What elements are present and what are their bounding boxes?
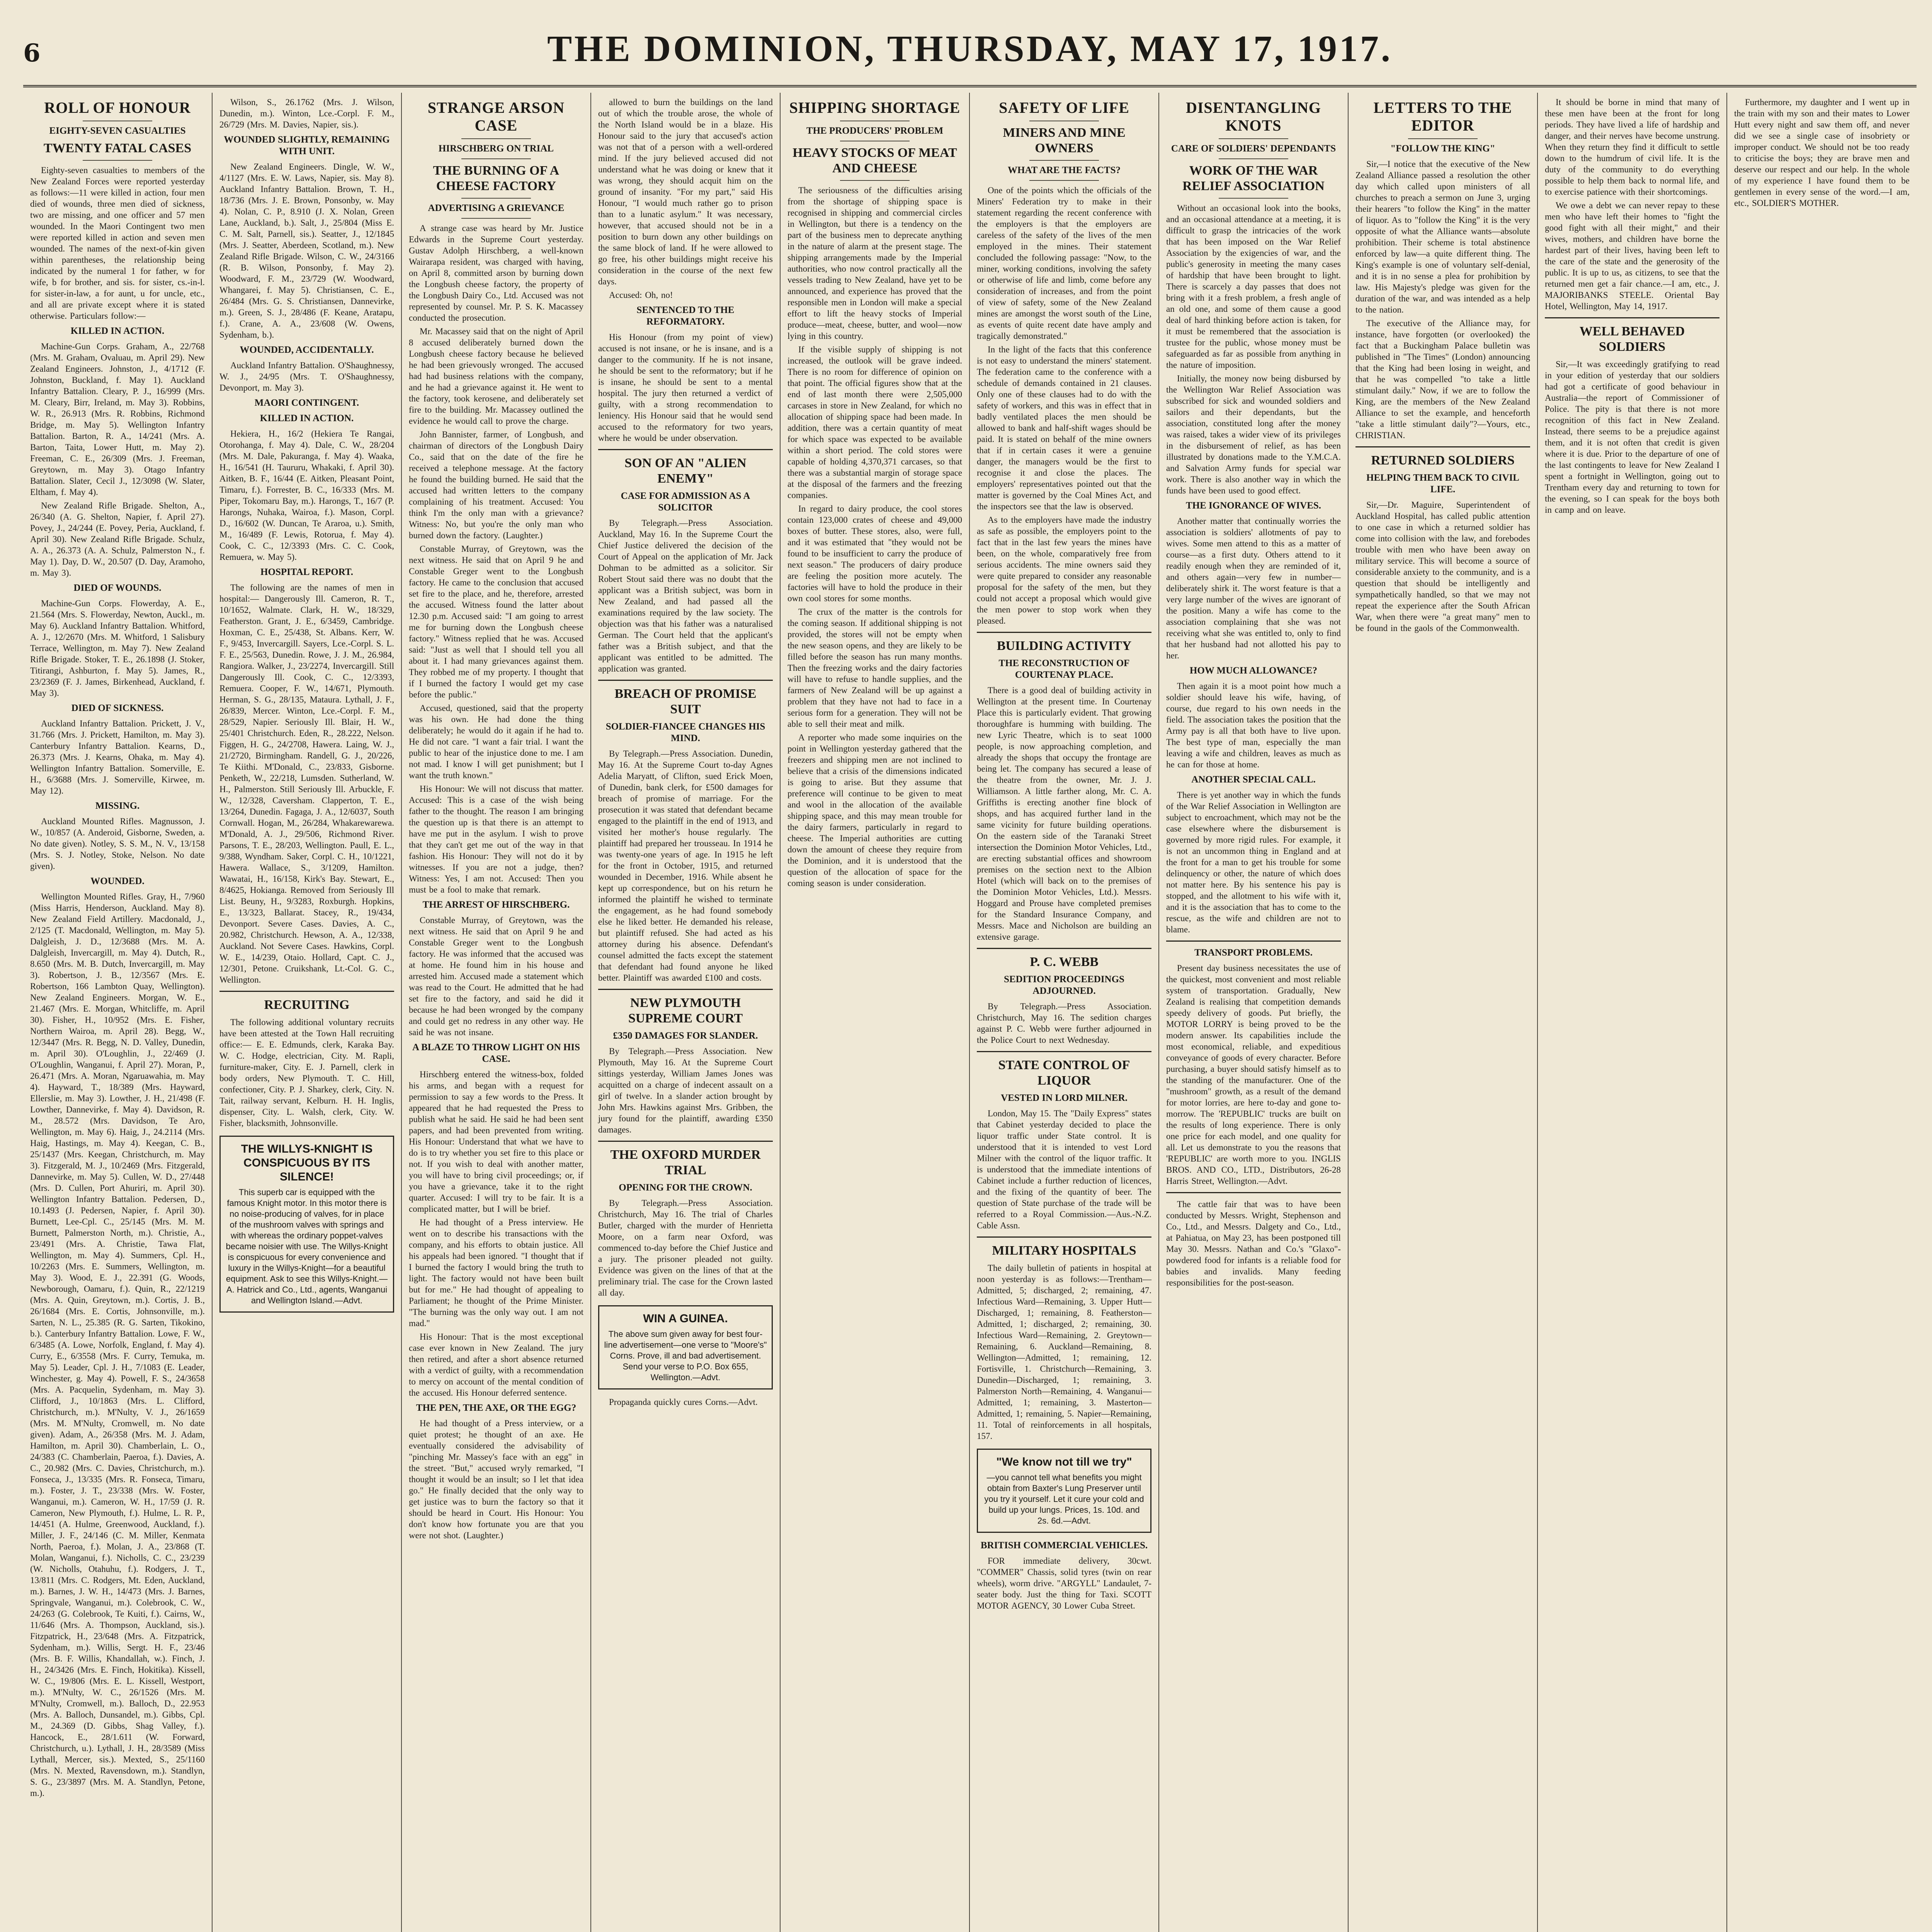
arson-continued: allowed to burn the buildings on the land out of which the trouble arose, the whole of the North Island would be in a blaze. His Honour said to the jury that accused's action was not that of a person with a well-ordered mind. If the jury believed accused did not understand what he was doing or knew that it was wrong, they should acquit him on the ground of insanity. "For my part," said His Honour, "I would much rather go to prison than to a lunatic asylum." It was necessary, however, that accused should not be in a position to burn down any other buildings on the same block of land. If he were allowed to go free, his other buildings might receive his consideration in the course of the next few days. [598, 97, 773, 286]
column-roll-of-honour [23, 93, 213, 1932]
follow-king-heading: "FOLLOW THE KING" [1390, 143, 1495, 154]
arrest-subheading: THE ARREST OF HIRSCHBERG. [422, 900, 570, 910]
arson-heading: STRANGE ARSON CASE [427, 99, 565, 134]
roll-subheading: EIGHTY-SEVEN CASUALTIES [49, 126, 186, 136]
breach-subheading: SOLDIER-FIANCEE CHANGES HIS MIND. [605, 721, 765, 743]
column-court-news [591, 93, 781, 1932]
knots-subheading-relief: WORK OF THE WAR RELIEF ASSOCIATION [1182, 163, 1325, 193]
shipping-paragraph: In regard to dairy produce, the cool stores contain 123,000 crates of cheese and 49,000 boxes of butter. These stores, also, were full, and it was estimated that "they would not be found to be insufficient to carry the produce of next season." The producers of dairy produce are feeling the position more acutely. The factories will have to hold the produce in their own cool stores for some months. [787, 504, 962, 603]
accident-heading: WOUNDED, ACCIDENTALLY. [240, 345, 374, 355]
missing-heading: MISSING. [95, 801, 140, 811]
allowance-subheading: HOW MUCH ALLOWANCE? [1189, 665, 1318, 676]
column-letters-3 [1727, 93, 1917, 1932]
killed-list-rifles: New Zealand Rifle Brigade. Shelton, A., 26/340 (A. G. Shelton, Napier, f. April 27). Povey, J., 24/244 (E. Povey, Peria, Auckland, f. April 30). New Zealand Rifle Brigade. Schulz, A. A., 26.373 (A. A. Schulz, Palmerston N., f. May 1). Day, D. W., 20.507 (D. Day, Aramoho, m. May 3). [30, 501, 205, 578]
oxford-subheading: OPENING FOR THE CROWN. [619, 1182, 752, 1193]
knots-paragraph: Without an occasional look into the books, and an occasional attendance at a meeting, it is difficult to grasp the intricacies of the work that has been imposed on the War Relief Association by the exigencies of war, and the public's generosity in meeting the many cases of hardship that have been brought to light. There is scarcely a day passes that does not bring with it a fresh problem, a fresh angle of an old one, and some of them cause a good deal of hard thinking before action is taken, for it must be remembered that the association is trustee for the public, whose money must be safeguarded as far as possible from anything in the nature of imposition. [1166, 203, 1341, 370]
accident-list: Auckland Infantry Battalion. O'Shaughnessy, W. J., 24/95 (Mrs. T. O'Shaughnessy, Devonport, m. May 3). [219, 361, 394, 393]
divider [1408, 138, 1478, 139]
letter-paragraph: It should be borne in mind that many of these men have been at the front for long periods. They have lived a life of hardship and danger, and their nerves have become unstrung. When they return they find it difficult to settle down to the humdrum of civil life. It is the duty of the community to do everything possible to help them back to normal life, and to exercise patience with their shortcomings. [1545, 97, 1719, 197]
divider [598, 989, 773, 990]
hospital-report-heading: HOSPITAL REPORT. [260, 567, 353, 577]
arson-paragraph: His Honour: That is the most exceptional case ever known in New Zealand. The jury then retired, and after a short absence returned with a verdict of guilty, with a recommendation to mercy on account of the mental condition of the accused. His Honour deferred sentence. [409, 1332, 583, 1398]
liquor-paragraph: London, May 15. The "Daily Express" states that Cabinet yesterday decided to place the liquor traffic under State control. It is understood that it is intended to vest Lord Milner with the control of the liquor traffic. It is understood that the immediate intentions of Cabinet include a further reduction of licences, and the fixing of the quantity of beer. The question of State purchase of the trade will be referred to a Royal Commission.—Aus.-N.Z. Cable Assn. [977, 1109, 1151, 1230]
killed-list: Machine-Gun Corps. Graham, A., 22/768 (Mrs. M. Graham, Ovaluau, m. April 29). New Zealand Engineers. Johnston, J., 4/1712 (F. Johnston, Buckland, f. May 1). Auckland Infantry Battalion. Cleary, P. J., 16/999 (Mrs. M. Cleary, Birr, Ireland, m. May 3). Robbins, W. R., 26.913 (Mrs. R. Robbins, Richmond Bridge, m. May 5). Wellington Infantry Battalion. Barton, R. A., 14/241 (Mrs. A. Barton, Taita, Lower Hutt, m. May 2). Freeman, C. E., 26/309 (Mrs. J. Freeman, Greytown, m. May 3). Otago Infantry Battalion. Slater, Cecil J., 12/3098 (W. Slater, Eltham, f. May 4). [30, 342, 205, 497]
arson-paragraph: His Honour: We will not discuss that matter. Accused: This is a case of the wish being father to the thought. The reason I am bringing the question up is that there is an attempt to have me put in the asylum. I wish to prove that they can't get me out of the way in that fashion. His Honour: They will not do it by witnesses. If you are not a judge, then? Witness: Yes, I am not. Accused: Then you must be a fool to make that remark. [409, 784, 583, 895]
letter-paragraph: The executive of the Alliance may, for instance, have forgotten (or overlooked) the fact that a Buckingham Palace bulletin was published in "The Times" (London) announcing that the King had been losing in weight, and that he was compelled "to take a little stimulant daily." Now, if we are to follow the King, are the members of the New Zealand Alliance to set the example, and henceforth "take a little stimulant daily"?—Yours, etc., CHRISTIAN. [1355, 318, 1530, 440]
column-safety-of-life [970, 93, 1159, 1932]
page-number: 6 [23, 39, 41, 68]
divider [1166, 1192, 1341, 1193]
alien-enemy-heading: SON OF AN "ALIEN ENEMY" [624, 456, 747, 486]
sentence-paragraph: His Honour (from my point of view) accused is not insane, or he is insane, and is a danger to the community. If he is not insane, he should be sent to the reformatory; but if he is insane, he should be sent to a mental hospital. The jury then returned a verdict of guilty, with a strong recommendation to leniency. His Honour said that he would send accused to the reformatory for two years, where he would be under observation. [598, 332, 773, 443]
divider [1029, 180, 1099, 181]
safety-paragraph: One of the points which the officials of the Miners' Federation try to make in their statement regarding the recent conference with the employers is that the employers are careless of the safety of the lives of the men employed in the mines. Their statement concluded the following passage: "Now, to the miner, working conditions, involving the safety or otherwise of life and limb, come before any consideration of increases, and from the point of view of safety, some of the New Zealand mines are amongst the worst south of the Line, as events of quite recent date have amply and tragically demonstrated." [977, 185, 1151, 341]
roll-subheading-fatal: TWENTY FATAL CASES [43, 141, 192, 155]
special-call-subheading: ANOTHER SPECIAL CALL. [1191, 774, 1316, 785]
divider [977, 632, 1151, 633]
well-behaved-heading: WELL BEHAVED SOLDIERS [1579, 324, 1685, 354]
arson-paragraph: Constable Murray, of Greytown, was the next witness. He said that on April 9 he and Constable Greger went to the Longbush factory. He came to the conclusion that accused set fire to the place, and he, therefore, arrested the accused. Witness found the latter about 12.30 p.m. Accused said: "I am going to arrest me for burning down the Longbush cheese factory." Witness replied that he was. Accused said: "Just as well that I should tell you all about it. I had many grievances against them. They robbed me of my property. I thought that if I burned the factory I would get my case before the public." [409, 544, 583, 699]
wounded-slightly-list: New Zealand Engineers. Dingle, W. W., 4/1127 (Mrs. E. W. Laws, Napier, sis. May 8). Auckland Infantry Battalion. Brown, T. H., 18/736 (Mrs. J. E. Brown, Ponsonby, w. May 4). Nolan, C. P., 8.910 (J. X. Nolan, Green Lane, Auckland, b.). Salt, J., 25/804 (Miss E. C. M. Salt, Parnell, sis.). Seatter, J., 12/1845 (Mrs. J. Seatter, Aberdeen, Scotland, m.). New Zealand Rifle Brigade. Wilson, C. W., 24/3166 (R. B. Wilson, Ponsonby, f. May 2). Woodward, F. M., 23/729 (W. Woodward, Whangarei, f. May 5). Christiansen, C. E., 26/484 (Mrs. G. S. Christiansen, Dannevirke, m.). Green, S. J., 28/486 (F. Keane, Aratapu, f.). Crane, A. A., 23/608 (W. Owens, Sydenham, b.). [219, 162, 394, 340]
letter-paragraph: We owe a debt we can never repay to these men who have left their homes to "fight the good fight with all their might," and their wives, mothers, and children have borne the hardest part of their lives, having been left to the care of the state and the generosity of the public. It is up to us, as citizens, to see that the returned men get a fair chance.—I am, etc., J. MAJORIBANKS STEELE. Oriental Bay Hotel, Wellington, May 14, 1917. [1545, 201, 1719, 311]
corn-advertisement: Propaganda quickly cures Corns.—Advt. [609, 1397, 758, 1407]
arson-subheading: HIRSCHBERG ON TRIAL [438, 143, 554, 154]
building-heading: BUILDING ACTIVITY [997, 639, 1132, 653]
arson-paragraph: He had thought of a Press interview, or a quiet protest; he thought of an axe. He eventually considered the advisability of "pinching Mr. Massey's face with an egg" in the street. "But," accused wryly remarked, "I thought it would be an insult; so I let that idea go." He finally decided that the only way to get justice was to burn the factory so that it should be heard in Court. His Honour: You don't know how fortunate you are that you were not shot. (Laughter.) [409, 1418, 583, 1540]
arson-verdict: Accused: Oh, no! [609, 290, 673, 300]
divider [461, 218, 531, 219]
knots-paragraph: Another matter that continually worries the association is soldiers' allotments of pay to wives. Some men attend to this as a matter of course—as a first duty. Others attend to it readily enough when they are reminded of it, and others again—very few in number—deliberately shirk it. The worst feature is that a very large number of the wives are ignorant of the position. Many a wife has come to the association complaining that she was not receiving what she was entitled to, only to find that her husband had not allotted his pay to her. [1166, 516, 1341, 660]
safety-heading: SAFETY OF LIFE [999, 99, 1129, 116]
safety-subheading-facts: WHAT ARE THE FACTS? [1008, 165, 1121, 175]
shipping-paragraph: A reporter who made some inquiries on the point in Wellington yesterday gathered that the freezers and shipping men are not inclined to believe that a crisis of the dimensions indicated is going to arise. But they assume that preference will continue to be given to meat and wool in the allocation of the available shipping space, and this may mean trouble for the dairy farmers, particularly in regard to cheese. The Imperial authorities are cutting down the amount of cheese they require from the Dominion, and it is understood that the question of the allocation of space for the coming season is under consideration. [787, 733, 962, 888]
webb-heading: P. C. WEBB [1030, 955, 1099, 969]
maori-killed-heading: KILLED IN ACTION. [260, 413, 354, 423]
arson-paragraph: He had thought of a Press interview. He went on to describe his transactions with the company, and his efforts to obtain justice. All his appeals had been ignored. "I thought that if I burned the factory I would bring the truth to light. The factory would not have been built but for me." He had thought of appealing to Parliament; he thought of the Prime Minister. "The burning was the only way out. I am not mad." [409, 1218, 583, 1328]
returned-soldiers-subheading: HELPING THEM BACK TO CIVIL LIFE. [1366, 473, 1519, 495]
letter-paragraph: Sir,—I notice that the executive of the New Zealand Alliance passed a resolution the other day which called upon ministers of all churches to preach a sermon on June 3, urging their hearers "to follow the King" in the matter of liquor. As to "follow the King" it is the very opposite of what the Alliance wants—absolute prohibition. Their scheme is total abstinence enforced by law—a quite different thing. The King's example is one of voluntary self-denial, and it is in no sense a plea for prohibition by law. His Majesty's pledge was given for the duration of the war, and was intended as a help to the nation. [1355, 159, 1530, 315]
knots-subheading: CARE OF SOLDIERS' DEPENDANTS [1171, 143, 1336, 154]
roll-intro: Eighty-seven casualties to members of the New Zealand Forces were reported yesterday as follows:—11 were killed in action, four men died of wounds, three men died of sickness, two are missing, and one officer and 57 men wounded. In the Maori Contingent two men were reported killed in action and seven men wounded. The names of the next-of-kin given within parentheses, the relationship being indicated by the numeral 1 for father, w for wife, b for brother, and sis. for sister, cs.-in-l. for sister-in-law, a for aunt, u for uncle, etc., and all are private except where it is stated otherwise. Particulars follow:— [30, 165, 205, 321]
column-casualty-continued [213, 93, 402, 1932]
divider [1219, 158, 1289, 159]
new-plymouth-paragraph: By Telegraph.—Press Association. New Plymouth, May 16. At the Supreme Court sittings yesterday, William James Jones was acquitted on a charge of indecent assault on a girl of twelve. In a slander action brought by John Mrs. Hawkins against Mrs. Gribben, the jury found for the plaintiff, awarding £350 damages. [598, 1046, 773, 1134]
divider [219, 991, 394, 992]
letters-heading: LETTERS TO THE EDITOR [1373, 99, 1512, 134]
military-hospitals-heading: MILITARY HOSPITALS [992, 1243, 1136, 1258]
divider [1219, 138, 1289, 139]
military-hospitals-paragraph: The daily bulletin of patients in hospital at noon yesterday is as follows:—Trentham—Admitted, 5; discharged, 2; remaining, 47. Infectious Ward—Remaining, 3. Upper Hutt—Discharged, 1; remaining, 8. Featherston—Admitted, 1; discharged, 2; remaining, 30. Infectious Ward—Remaining, 2. Greytown—Remaining, 6. Auckland—Remaining, 8. Wellington—Admitted, 1; remaining, 12. Fortisville, 1. Christchurch—Remaining, 3. Dunedin—Discharged, 1; remaining, 3. Palmerston North—Remaining, 4. Wanganui—Admitted, 1; remaining, 3. Masterton—Admitted, 1; remaining, 5. Napier—Remaining, 11. Total of reinforcements in all hospitals, 157. [977, 1263, 1151, 1441]
webb-paragraph: By Telegraph.—Press Association. Christchurch, May 16. The sedition charges against P. C. Webb were further adjourned in the Police Court to next Wednesday. [977, 1002, 1151, 1045]
wounded-list-continued: Wilson, S., 26.1762 (Mrs. J. Wilson, Dunedin, m.). Winton, Lce.-Corpl. F. M., 26/729 (Mrs. M. Davies, Napier, sis.). [219, 97, 394, 129]
liquor-heading: STATE CONTROL OF LIQUOR [998, 1058, 1130, 1088]
divider [1029, 160, 1099, 161]
safety-paragraph: As to the employers have made the industry as safe as possible, the employers point to the fact that in the last few years the mines have been, on the whole, comparatively free from serious accidents. The mine owners said they were quite prepared to consider any reasonable proposal for the safety of the men, but they could not accept a proposal which would give the men power to stop work when they pleased. [977, 515, 1151, 626]
divider [461, 158, 531, 159]
transport-heading: TRANSPORT PROBLEMS. [1194, 947, 1313, 958]
breach-paragraph: By Telegraph.—Press Association. Dunedin, May 16. At the Supreme Court to-day Agnes Adelia Maryatt, of Clifton, sued Erick Moen, of Dunedin, bank clerk, for £500 damages for breach of promise of marriage. For the prosecution it was stated that defendant became engaged to the plaintiff in the end of 1913, and visited her mother's house regularly. The plaintiff had prepared her trousseau. In 1914 he was twenty-one years of age. In 1915 he left for the front in October, 1915, and returned wounded in December, 1916. While absent he kept up correspondence, but on his return he informed the plaintiff he wished to terminate the engagement, as he had found somebody else he liked better. He demanded his release, but plaintiff refused. She had acted as his attorney during his absence. Defendant's counsel admitted the facts except the statement that defendant had found anyone he liked better. Plaintiff was awarded £100 and costs. [598, 749, 773, 983]
arson-paragraph: A strange case was heard by Mr. Justice Edwards in the Supreme Court yesterday. Gustav Adolph Hirschberg, a well-known Wairarapa resident, was charged with having, on April 8, committed arson by burning down the Longbush cheese factory, the property of the Longbush Dairy Co., Ltd. Accused was not represented by counsel. Mr. P. S. K. Macassey conducted the prosecution. [409, 223, 583, 323]
arson-paragraph: Accused, questioned, said that the property was his own. He had done the thing deliberately; he would do it again if he had to. He did not care. "I want a fair trial. I want the public to hear of the injustice done to me. I am not mad. I know I will get punishment; but I want the truth known." [409, 703, 583, 780]
ad-body: The above sum given away for best four-line advertisement—one verse to "Moore's" Corns. Prove, ill and bad advertisement. Send your verse to P.O. Box 655, Wellington.—Advt. [604, 1329, 767, 1382]
knots-heading: DISENTANGLING KNOTS [1185, 99, 1321, 134]
letter-paragraph: Sir,—Dr. Maguire, Superintendent of Auckland Hospital, has called public attention to one case in which a returned soldier has come into collision with the law, and forebodes trouble with men who have been away on military service. This will become a source of considerable anxiety to the community, and is a question that should be intelligently and sympathetically handled, so that we may not repeat the experience after the South African War, when there were "a great many" men to be found in the gaols of the Commonwealth. [1355, 500, 1530, 633]
column-arson-case [402, 93, 591, 1932]
safety-subheading: MINERS AND MINE OWNERS [1003, 126, 1126, 155]
column-letters-1 [1349, 93, 1538, 1932]
liquor-subheading: VESTED IN LORD MILNER. [1001, 1093, 1128, 1103]
letter-paragraph: Sir,—It was exceedingly gratifying to read in your edition of yesterday that our soldiers had got a certificate of good behaviour in Australia—the report of Commissioner of Police. The pity is that there is not more recognition of this fact in New Zealand. Instead, there seems to be a prejudice against them, and it is not often that credit is given where it is due. Prior to the departure of one of the last contingents to leave for New Zealand I spent a fortnight in Wellington, going out to Trentham every day and returning to town for the evening, so I can speak for the boys both in camp and on leave. [1545, 359, 1719, 515]
ad-title: WIN A GUINEA. [643, 1312, 728, 1325]
hospital-report: The following are the names of men in hospital:— Dangerously Ill. Cameron, R. T., 10/1652, Walmate. Clark, H. W., 18/329, Featherston. Grant, J. E., 6/3459, Cambridge. Hoxman, C. E., 25/438, St. Albans. Kerr, W. F., 9/453, Invercargill. Sayers, Lce.-Corpl. S. L. F. E., 25/563, Dunedin. Rowe, J. J. M., 26.984, Rangiora. Walker, J., 23/2274, Invercargill. Still Dangerously Ill. Cook, C. C., 12/3393, Remuera. Cooper, F. W., 14/671, Plymouth. Herman, S. G., 28/135, Mataura. Lythall, J. F., 26/839, Mercer. Winton, Lce.-Corpl. F. M., 28/529, Napier. Seriously Ill. Blair, H. W., 25/401 Christchurch. Eden, R., 28.222, Nelson. Figgen, H. G., 24/2708, Hawera. Laing, W. J., 21/2720, Birmingham. Randell, G. J., 20/226, Te Kiithi. M'Donald, C., 23/833, Gisborne. Penketh, W., 22/218, Lumsden. Sutherland, W. H., Palmerston. Still Seriously Ill. Arbuckle, F. W., 12/328, Caversham. Clapperton, T. E., 13/264, Dunedin. Fagaga, J. A., 12/6037, South Cornwall. Hogan, M., 26/284, Whakarewarewa. M'Donald, A. J., 29/506, Richmond River. Parsons, T. E., 28/203, Wellington. Paull, E. L., 9/388, Wyndham. Saker, Corpl. C. H., 10/1221, Hawera. Wallace, S., 3/1209, Hamilton. Wawatai, H., 16/158, Kirk's Bay. Stewart, E., 8/4625, Hokianga. Removed from Seriously Ill List. Beuny, H., 9/3283, Roxburgh. Hopkins, E., 13/323, Ballarat. Stacey, R., 19/434, Devonport. Severe Cases. Davies, A. C., 20.982, Christchurch. Hewson, A. A., 12/338, Auckland. Not Severe Cases. Hawkins, Corpl. W. E., 14/239, Otaio. Hollard, Capt. C. J., 12/301, Petone. Cruikshank, Lt.-Col. G. C., Wellington. [219, 583, 394, 985]
killed-heading: KILLED IN ACTION. [70, 326, 165, 336]
wounded-slightly-heading: WOUNDED SLIGHTLY, REMAINING WITH UNIT. [224, 134, 390, 156]
shipping-subheading-stocks: HEAVY STOCKS OF MEAT AND CHEESE [793, 146, 957, 175]
shipping-paragraph: The crux of the matter is the controls for the coming season. If additional shipping is not provided, the stores will not be empty when the new season opens, and they are likely to be filled before the season has run many months. Then the freezing works and the dairy factories will have to refuse to handle supplies, and the farmers of New Zealand will be up against a problem that they have not had to face in a serious form for a generation. They will not be able to sell their meat and milk. [787, 607, 962, 729]
wives-subheading: THE IGNORANCE OF WIVES. [1185, 500, 1321, 511]
maori-list: Hekiera, H., 16/2 (Hekiera Te Rangai, Otorohanga, f. May 4). Dale, C. W., 28/204 (Mrs. M. Dale, Pakuranga, f. May 4). Waaka, H., 16/541 (H. Taururu, Whakaki, f. April 30). Aitken, B. F., 16/44 (E. Aitken, Pleasant Point, Timaru, f.). Forrester, B. C., 16/333 (Mrs. M. Piper, Tokomaru Bay, m.). Harongs, T., 16/7 (P. Harongs, Nuhaka, Wairoa, f.). Mason, Corpl. D., 16/602 (W. Duncan, Te Araroa, u.). Smith, M., 16/489 (F. Lewis, Rotorua, f. May 4). Cook, C. C., 12/3393 (Mrs. C. C. Cook, Remuera, w. May 5). [219, 429, 394, 562]
roll-heading: ROLL OF HONOUR [44, 99, 191, 116]
masthead [23, 12, 1917, 87]
notices-paragraph: The cattle fair that was to have been conducted by Messrs. Wright, Stephenson and Co., Ltd., and Messrs. Dalgety and Co., Ltd., at Pahiatua, on May 23, has been postponed till May 30. Messrs. Nathan and Co.'s "Glaxo"-powdered food for infants is a reliable food for babies and invalids. Many feeding responsibilities for the post-season. [1166, 1199, 1341, 1287]
building-paragraph: There is a good deal of building activity in Wellington at the present time. In Courtenay Place this is particularly evident. That growing thoroughfare is humming with building. The new Lyric Theatre, which is to seat 1000 people, is now approaching completion, and already the shops that occupy the frontage are being let. The company has secured a lease of the theatre from the owner, Mr. J. J. Williamson. A little farther along, Mr. C. A. Griffiths is erecting another fine block of shops, and has acquired further land in the same vicinity for future building operations. On the eastern side of the Taranaki Street intersection the Dominion Motor Vehicles, Ltd., are erecting substantial offices and showroom premises on the section next to the Albion Hotel (which will back on to the premises of the Dominion Motor Vehicles, Ltd.). Messrs. Hoggard and Prouse have completed premises for the Standard Insurance Company, and Messrs. Mace and Nicholson are building an extensive garage. [977, 685, 1151, 942]
divider [1545, 317, 1719, 318]
divider [977, 1236, 1151, 1238]
knots-paragraph: Initially, the money now being disbursed by the Wellington War Relief Association was subscribed for sick and wounded soldiers and sailors and their dependants, but the association, constituted long after the money was raised, takes a wider view of its privileges in the disbursement of relief, as has been illustrated by donations made to the Y.M.C.A. and Salvation Army funds for special war work. There is also another way in which the funds have been used to good effect. [1166, 374, 1341, 495]
ad-title: THE WILLYS-KNIGHT IS CONSPICUOUS BY ITS SILENCE! [241, 1143, 373, 1183]
newspaper-title: THE DOMINION, THURSDAY, MAY 17, 1917. [547, 28, 1393, 69]
died-sickness-heading: DIED OF SICKNESS. [71, 703, 164, 713]
ad-body: —you cannot tell what benefits you might obtain from Baxter's Lung Preserver until you try it yourself. Let it cure your cold and build up your lungs. Prices, 1s. 10d. and 2s. 6d.—Advt. [984, 1473, 1144, 1526]
transport-advertisement: Present day business necessitates the use of the quickest, most convenient and most reliable system of transportation. Gradually, New Zealand is realising that competition demands speedy delivery of goods. Put briefly, the MOTOR LORRY is being proved to be the modern answer. Its capabilities include the most economical, reliable, and expeditious conveyance of goods of every character. Before purchasing, a buyer should satisfy himself as to the standing of the manufacturer. One of the "mushroom" growth, as a result of the demand for motor lorries, are here to-day and gone to-morrow. The 'REPUBLIC' trucks are built on the results of long experience. There is only one price for each model, and one quality for all. Let us demonstrate to you the reasons that 'REPUBLIC' are worth more to you. INGLIS BROS. AND CO., LTD., Distributors, 26-28 Harris Street, Wellington.—Advt. [1166, 963, 1341, 1186]
divider [977, 1051, 1151, 1052]
guinea-advertisement [598, 1305, 773, 1389]
new-plymouth-subheading: £350 DAMAGES FOR SLANDER. [613, 1031, 758, 1041]
returned-soldiers-heading: RETURNED SOLDIERS [1371, 453, 1515, 468]
building-subheading: THE RECONSTRUCTION OF COURTENAY PLACE. [998, 658, 1130, 680]
died-wounds-list: Machine-Gun Corps. Flowerday, A. E., 21.564 (Mrs. S. Flowerday, Newton, Auckl., m. May 6). Auckland Infantry Battalion. Whitford, A. J., 12/2670 (Mrs. M. Whitford, 1 Salisbury Terrace, Wellington, m. May 7). New Zealand Rifle Brigade. Stoker, T. E., 26.1898 (J. Stoker, Titirangi, Ashburton, f. May 5). James, R., 23/2369 (F. J. James, Birkenhead, Auckland, f. May 3). [30, 599, 205, 698]
divider [598, 1141, 773, 1142]
shipping-paragraph: If the visible supply of shipping is not increased, the outlook will be grave indeed. There is no room for difference of opinion on that point. The official figures show that at the end of last month there were 2,505,000 carcases in store in New Zealand, for which no allocation of shipping space had been made. In addition, there was a certain quantity of meat for which space was expected to be available within a short period. The cold stores were capable of holding 4,370,371 carcases, so that there was a substantial margin of storage space at the disposal of the farmers and the freezing companies. [787, 345, 962, 500]
pen-axe-subheading: THE PEN, THE AXE, OR THE EGG? [416, 1403, 577, 1413]
ad-body: This superb car is equipped with the famous Knight motor. In this motor there is no noise-producing of valves, for in place of the mushroom valves with springs and with whereas the ordinary poppet-valves became noisier with use. The Willys-Knight is conspicuous for every convenience and luxury in the Willys-Knight—for a beautiful equipment. Ask to see this Willys-Knight.— A. Hatrick and Co., Ltd., agents, Wanganui and Wellington Island.—Advt. [226, 1187, 388, 1305]
knots-paragraph: Then again it is a moot point how much a soldier should leave his wife, having, of course, due regard to his own needs in the field. The association takes the position that the Army pay is all that both have to live upon. The best type of man, especially the man leaving a wife and children, leaves as much as he can for those at home. [1166, 681, 1341, 769]
arson-paragraph: Constable Murray, of Greytown, was the next witness. He said that on April 9 he and Constable Greger went to the Longbush factory. He was informed that the accused was at home. He found him in his house and arrested him. Accused made a statement which was read to the Court. He admitted that he had set fire to the factory, and said he did it because he had been wronged by the company and could get no redress in any other way. He said he was not insane. [409, 915, 583, 1037]
died-sickness-list: Auckland Infantry Battalion. Prickett, J. V., 31.766 (Mrs. J. Prickett, Hamilton, m. May 3). Canterbury Infantry Battalion. Kearns, D., 26.373 (Mrs. J. Kearns, Ohaka, m. May 4). Wellington Infantry Battalion. Somerville, E. H., 6/3688 (Mrs. J. Somerville, Kirwee, m. May 12). [30, 719, 205, 796]
commercial-vehicles-heading: BRITISH COMMERCIAL VEHICLES. [980, 1540, 1148, 1551]
divider [1166, 940, 1341, 942]
blaze-subheading: A BLAZE TO THROW LIGHT ON HIS CASE. [412, 1042, 580, 1064]
arson-paragraph: Mr. Macassey said that on the night of April 8 accused deliberately burned down the Longbush cheese factory because he believed he had been grievously wronged. The accused had had business relations with the company, and he had a grievance against it. He went to the factory, took kerosene, and deliberately set fire to the building. Mr. Macassey outlined the evidence he would call to prove the charge. [409, 327, 583, 426]
divider [598, 449, 773, 450]
divider [461, 198, 531, 199]
arson-subheading-grievance: ADVERTISING A GRIEVANCE [428, 203, 565, 213]
column-shipping-shortage [781, 93, 970, 1932]
divider [977, 948, 1151, 949]
safety-paragraph: In the light of the facts that this conference is not easy to understand the miners' statement. The federation came to the conference with a schedule of demands contained in 21 clauses. Only one of these clauses had to do with the safety of workers, and this was in effect that in badly ventilated places the men should be allowed to bank and half-shift wages should be paid. It is stated on behalf of the mine owners that if in certain cases it were a genuine danger, the managers would be the first to recognise it and close the places. The employers' representatives pointed out that the matter is governed by the Coal Mines Act, and the inspectors see that the law is observed. [977, 345, 1151, 511]
commercial-vehicles-ad: FOR immediate delivery, 30cwt. "COMMER" Chassis, solid tyres (twin on rear wheels), worm drive. "ARGYLL" Landaulet, 7-seater body. Just the thing for Taxi. SCOTT MOTOR AGENCY, 30 Lower Cuba Street. [977, 1556, 1151, 1611]
webb-subheading: SEDITION PROCEEDINGS ADJOURNED. [1004, 974, 1124, 996]
wounded-list: Wellington Mounted Rifles. Gray, H., 7/960 (Miss Harris, Henderson, Auckland. May 8). New Zealand Field Artillery. Macdonald, J., 2/125 (T. Macdonald, Wellington, m. May 5). Dalgleish, J. D., 12/3688 (Mrs. M. A. Dalgleish, Invercargill, m. May 4). Dutch, R., 8.650 (Mrs. M. B. Dutch, Invercargill, m. May 3). Robertson, J. B., 12/3567 (Mrs. E. Robertson, 166 Lambton Quay, Wellington). New Zealand Engineers. Morgan, W. E., 21.467 (Mrs. E. Morgan, Whitcliffe, m. April 30). Fisher, H., 10/952 (Mrs. E. Fisher, Northern Wairoa, m. April 28). Begg, W., 12/3447 (Mrs. R. Begg, N. D. Valley, Dunedin, m. April 30). O'Loughlin, J., 22/469 (J. O'Loughlin, Wanganui, f. April 27). Moran, P., 26.471 (Mrs. A. Moran, Ngaruawahia, m. May 4). Hayward, T., 18/389 (Mrs. Hayward, Ellerslie, m. May 3). Lowther, J. H., 21/498 (F. Lowther, Dannevirke, f. May 4). Davidson, R. M., 28.572 (Mrs. Davidson, Te Aro, Wellington, m. May 6). Haig, J., 24.2114 (Mrs. Haig, Hastings, m. May 4). Keegan, C. B., 25/1437 (Mrs. Keegan, Christchurch, m. May 3). Fitzgerald, M. J., 10/2469 (Mrs. Fitzgerald, Dannevirke, m. May 5). Cullen, W. D., 27/448 (Mrs. D. Cullen, Port Ahuriri, m. April 30). Wellington Infantry Battalion. Pedersen, D., 10.1493 (J. Pedersen, Napier, f. April 30). Burnett, Lee-Cpl. C., 25/145 (Mrs. M. M. Burnett, Palmerston North, m.). Christie, A., 23/491 (Mrs. A. Christie, Tawa Flat, Wellington, m. May 4). Summers, Cpl. H., 10/2263 (Mrs. E. Summers, Wellington, m. May 3). Wood, E. J., 22.391 (G. Woods, Newborough, Oamaru, f.). Quin, R., 22/1219 (Mrs. A. Quin, Greytown, m.). Cortis, J. B., 26/1684 (Mrs. E. Cortis, Johnsonville, m.). Sarten, N. L., 25.385 (R. G. Sarten, Tikokino, b.). Canterbury Infantry Battalion. Lowe, F. W., 6/3485 (A. Lowe, Norfolk, England, f. May 4). Curry, E., 6/3558 (Mrs. F. Curry, Temuka, m. May 5). Leader, Cpl. J. H., 7/1083 (E. Leader, Winchester, g. May 4). Powell, F. S., 24/3658 (Mrs. A. Pacquelin, Sydenham, m. May 3). Clifford, J., 10/1863 (Mrs. L. Clifford, Christchurch, m.). M'Nulty, V. J., 26/1659 (Mrs. M. M'Nulty, Cromwell, m. No date given). Adam, A., 26/358 (Mrs. M. J. Adam, Hamilton, m. April 30). Chamberlain, L. O., 24/383 (C. Chamberlain, Paeroa, f.). Davies, A. C., 20.982 (Mrs. C. Davies, Christchurch, m.). Fonseca, J., 13/335 (Mrs. R. Fonseca, Timaru, m.). Foster, J. T., 23/338 (Mrs. W. Foster, Wanganui, m.). Cameron, W. H., 17/59 (J. R. Cameron, New Plymouth, f.). Hulme, L. R. P., 14/451 (A. Hulme, Greenwood, Auckland, f.). Miller, J. F., 24/146 (C. M. Miller, Kenmata North, Paeroa, f.). Molan, J. A., 23/868 (T. Molan, Wanganui, f.). Nicholls, C. C., 23/239 (W. Nicholls, Otahuhu, f.). Rodgers, J. T., 13/811 (Mrs. C. Rodgers, Mt. Eden, Auckland, m.). Barnes, J. W. H., 14/473 (Mrs. J. Barnes, Springvale, Wanganui, m.). Colebrook, C. W., 24/263 (G. Colebrook, Te Kuiti, f.). Cairns, W., 11/646 (Mrs. A. Thompson, Auckland, sis.). Fitzpatrick, H., 23/648 (Mrs. A. Fitzpatrick, Sydenham, m.). Willis, Sergt. H. F., 23/46 (Mrs. B. F. Willis, Khandallah, w.). Finch, J. H., 24/3426 (Mrs. E. Finch, Hokitika). Kissell, W. C., 19/806 (Mrs. E. L. Kissell, Westport, m.). M'Nulty, W. C., 26/1526 (Mrs. M. M'Nulty, Cromwell, m.). Balloch, D., 22.953 (Mrs. A. Balloch, Dunsandel, m.). Gibbs, Cpl. M., 24.369 (D. Gibbs, Shag Valley, f.). Hancock, E., 28/1.611 (W. Forward, Christchurch, u.). Lythall, J. H., 28/3589 (Miss Lythall, Mercer, sis.). Mexted, S., 25/1160 (Mrs. N. Mexted, Ravensdown, m.). Standlyn, S. G., 23/3897 (Mrs. M. A. Standlyn, Petone, m.). [30, 892, 205, 1798]
column-disentangling-knots [1159, 93, 1349, 1932]
divider [840, 180, 910, 181]
oxford-heading: THE OXFORD MURDER TRIAL [610, 1148, 761, 1177]
oxford-paragraph: By Telegraph.—Press Association. Christchurch, May 16. The trial of Charles Butler, charged with the murder of Henrietta Moore, on a farm near Oxford, was commenced to-day before the Chief Justice and a jury. The prisoner pleaded not guilty. Evidence was given on the lines of that at the preliminary trial. The case for the Crown lasted all day. [598, 1198, 773, 1298]
recruiting-list: The following additional voluntary recruits have been attested at the Town Hall recruiting office:— E. E. Edmunds, clerk, Karaka Bay. W. C. Hodge, electrician, City. M. Rapli, furniture-maker, City. E. J. Parnell, clerk in body orders, New Plymouth. T. C. Hill, confectioner, City. P. J. Sharkey, clerk, City. N. Tait, railway servant, Kelburn. H. H. Inglis, dispenser, City. L. Walsh, clerk, City. W. Fisher, blacksmith, Johnsonville. [219, 1017, 394, 1128]
divider [1355, 446, 1530, 447]
arson-paragraph: Hirschberg entered the witness-box, folded his arms, and began with a request for permission to say a few words to the Press. It appeared that he had requested the Press to publish what he said. He said he had been sent papers, and had been prevented from writing. His Honour: Understand that what we have to do is to try whether you set fire to this place or not. If you wish to deal with another matter, you will have to bring civil proceedings; or, if you have a grievance, take it to the right quarter. Accused: I will try to be fair. It is a complicated matter, but I will be brief. [409, 1070, 583, 1214]
ad-title: "We know not till we try" [996, 1456, 1132, 1468]
lung-preserver-advertisement [977, 1449, 1151, 1533]
arson-subheading-factory: THE BURNING OF A CHEESE FACTORY [433, 163, 560, 193]
new-plymouth-heading: NEW PLYMOUTH SUPREME COURT [628, 996, 743, 1026]
knots-paragraph: There is yet another way in which the funds of the War Relief Association in Wellington are subject to encroachment, which may not be the case elsewhere where the disbursement is governed by more rigid rules. For example, it is not an uncommon thing in England and at the front for a man to get his trouble for some delinquency or other, the nature of which does not matter here. By his sentence his pay is stopped, and the allotment to his wife with it, and it is the association that has to come to the rescue, as the wife and children are not to blame. [1166, 790, 1341, 934]
breach-heading: BREACH OF PROMISE SUIT [614, 687, 757, 716]
divider [83, 160, 153, 161]
shipping-heading: SHIPPING SHORTAGE [789, 99, 961, 116]
page-columns [23, 93, 1917, 1932]
maori-contingent-heading: MAORI CONTINGENT. [254, 398, 359, 408]
divider [598, 680, 773, 681]
willys-knight-advertisement [219, 1136, 394, 1313]
alien-enemy-paragraph: By Telegraph.—Press Association. Auckland, May 16. In the Supreme Court the Chief Justice delivered the decision of the Court of Appeal on the application of Mr. Jack Dohman to be admitted as a solicitor. Sir Robert Stout said there was no doubt that the applicant was a British subject, was born in New Zealand, and had passed all the examinations required by the law society. The objection was that his father was a naturalised German. The Court held that the applicant's father was a British subject, and that the applicant was entitled to be admitted. The application was granted. [598, 518, 773, 673]
sentence-subheading: SENTENCED TO THE REFORMATORY. [636, 305, 735, 327]
column-letters-2 [1538, 93, 1727, 1932]
shipping-subheading: THE PRODUCERS' PROBLEM [806, 126, 944, 136]
arson-paragraph: John Bannister, farmer, of Longbush, and chairman of directors of the Longbush Dairy Co., said that on the date of the fire he received a telephone message. At the factory he found the building burned. He said that the accused had written letters to the company complaining of his treatment. Accused: You think I'm the only man with a grievance? Witness: No, but you're the only man who burned down the factory. (Laughter.) [409, 430, 583, 540]
divider [1219, 198, 1289, 199]
wounded-heading: WOUNDED. [90, 876, 145, 886]
died-wounds-heading: DIED OF WOUNDS. [73, 583, 162, 593]
divider [461, 138, 531, 139]
alien-enemy-subheading: CASE FOR ADMISSION AS A SOLICITOR [621, 491, 750, 513]
shipping-paragraph: The seriousness of the difficulties arising from the shortage of shipping space is recognised in shipping and commercial circles in Wellington, but there is a tendency on the part of the business men to deprecate anything in the nature of alarm at the present stage. The shipping arrangements made by the Imperial authorities, who now control practically all the vessels trading to New Zealand, have yet to be announced, and experience has proved that the responsible men in London will make a special effort to lift the heavy stocks of Imperial produce—meat, cheese, butter, and wool—now lying in this country. [787, 185, 962, 341]
recruiting-heading: RECRUITING [264, 998, 350, 1012]
letter-paragraph: Furthermore, my daughter and I went up in the train with my son and their mates to Lower Hutt every night and saw them off, and never did we see a single case of insobriety or improper conduct. We should not be too ready to criticise the boys; they are brave men and deserve our respect and our help. In the whole of my experience I have found them to be gentlemen in every sense of the word.—I am, etc., SOLDIER'S MOTHER. [1734, 97, 1910, 208]
missing-list: Auckland Mounted Rifles. Magnusson, J. W., 10/857 (A. Anderoid, Gisborne, Sweden, a. No date given). Notley, S. S. M., N. V., 13/158 (Mrs. S. J. Notley, Stoke, Nelson. No date given). [30, 816, 205, 871]
